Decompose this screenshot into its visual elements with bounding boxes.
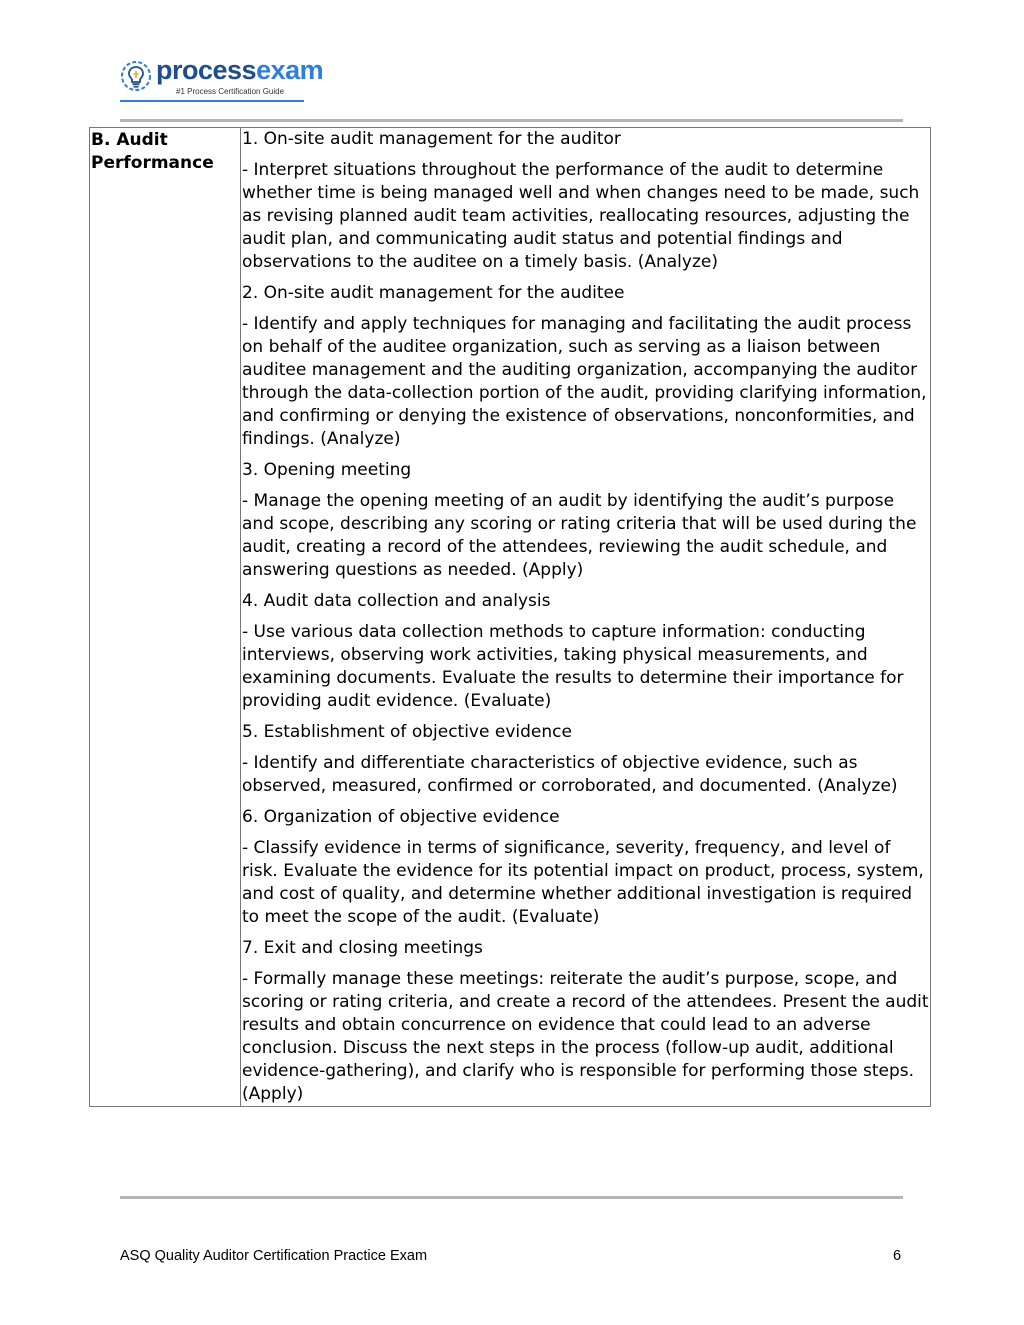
item-title: 3. Opening meeting — [242, 460, 412, 480]
lightbulb-gear-icon — [120, 60, 152, 92]
item-description: - Identify and apply techniques for managing and facilitating the audit process on behalf of the auditee organization, such as serving as a liaison between auditee management and the auditing organization, accompanying the auditor through the data-collection portion of the audit, providing clarifying information, and confirming or denying the existence of observations, nonconformities, and findings. (Analyze) — [242, 314, 927, 449]
list-item — [241, 590, 930, 713]
item-description: - Interpret situations throughout the performance of the audit to determine whether time is being managed well and when changes need to be made, such as revising planned audit team activities, reallocating resources, adjusting the audit plan, and communicating audit status and potential findings and observations to the auditee on a timely basis. (Analyze) — [242, 160, 920, 272]
item-title: 2. On-site audit management for the auditee — [242, 283, 625, 303]
item-title: 6. Organization of objective evidence — [242, 807, 560, 827]
header-divider — [120, 119, 903, 122]
brand-wordmark — [156, 55, 323, 86]
section-heading-cell — [90, 128, 241, 1107]
footer-divider — [120, 1196, 903, 1199]
item-description: - Formally manage these meetings: reiterate the audit’s purpose, scope, and scoring or rating criteria, and create a record of the attendees. Present the audit results and obtain concurrence on evidence that could lead to an adverse conclusion. Discuss the next steps in the process (follow-up audit, additional evidence-gathering), and clarify who is responsible for performing those steps. (Apply) — [242, 969, 929, 1104]
item-description: - Manage the opening meeting of an audit by identifying the audit’s purpose and scope, describing any scoring or rating criteria that will be used during the audit, creating a record of the attendees, reviewing the audit schedule, and answering questions as needed. (Apply) — [242, 491, 917, 580]
item-title: 5. Establishment of objective evidence — [242, 722, 572, 742]
item-title: 7. Exit and closing meetings — [242, 938, 483, 958]
list-item — [241, 459, 930, 582]
brand-underline — [120, 100, 304, 102]
list-item — [241, 282, 930, 451]
brand-logo — [120, 55, 324, 104]
syllabus-table — [89, 127, 931, 1107]
list-item — [241, 806, 930, 929]
footer-page-number: 6 — [893, 1248, 902, 1264]
item-title: 4. Audit data collection and analysis — [242, 591, 551, 611]
brand-name-part1: process — [156, 55, 257, 85]
item-title: 1. On-site audit management for the auditor — [242, 129, 621, 149]
item-description: - Classify evidence in terms of significance, severity, frequency, and level of risk. Evaluate the evidence for its potential impact on product, process, system, and cost of quality, and determine whether additional investigation is required to meet the scope of the audit. (Evaluate) — [242, 838, 924, 927]
list-item — [241, 937, 930, 1106]
item-description: - Use various data collection methods to capture information: conducting interviews, observing work activities, taking physical measurements, and examining documents. Evaluate the results to determine their importance for providing audit evidence. (Evaluate) — [242, 622, 904, 711]
item-description: - Identify and differentiate characteristics of objective evidence, such as observed, measured, confirmed or corroborated, and documented. (Analyze) — [242, 753, 898, 796]
brand-tagline: #1 Process Certification Guide — [176, 87, 285, 96]
section-title: B. Audit Performance — [91, 130, 214, 173]
table-row — [90, 128, 931, 1107]
footer-document-title: ASQ Quality Auditor Certification Practice Exam — [120, 1248, 428, 1264]
list-item — [241, 721, 930, 798]
list-item — [241, 128, 930, 274]
section-content-cell — [241, 128, 931, 1107]
brand-name-part2: exam — [256, 55, 324, 85]
